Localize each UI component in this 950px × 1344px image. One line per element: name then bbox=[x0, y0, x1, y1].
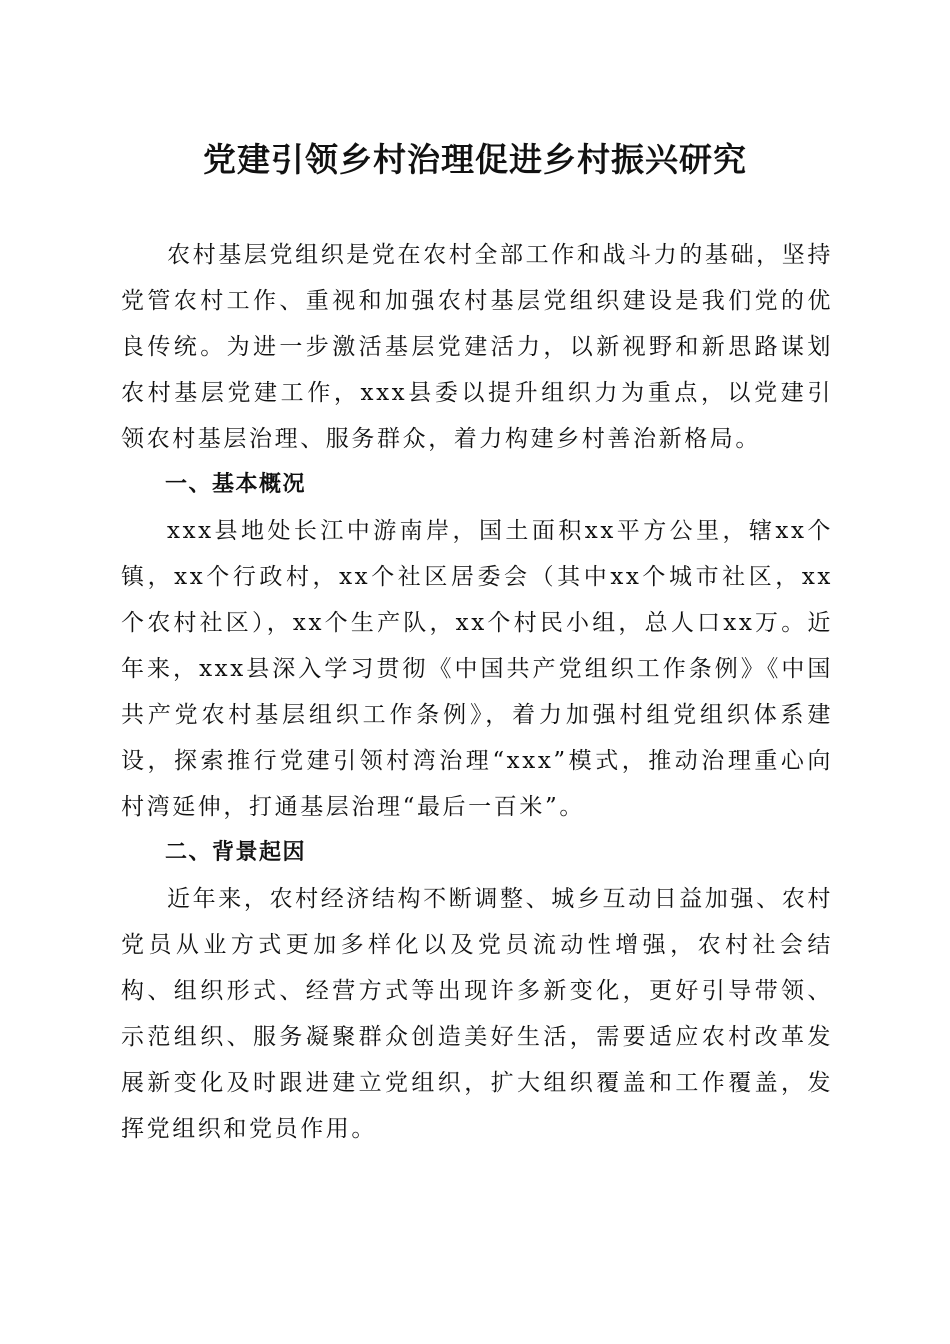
section-paragraph-overview: xxx县地处长江中游南岸，国土面积xx平方公里，辖xx个镇，xx个行政村，xx个社区居委会（其中xx个城市社区，xx个农村社区），xx个生产队，xx个村民小组，总人口xx万。近年来，xxx县深入学习贯彻《中国共产党组织工作条例》《中国共产党农村基层组织工作条例》，着力加强村组党组织体系建设，探索推行党建引领村湾治理“xxx”模式，推动治理重心向村湾延伸，打通基层治理“最后一百米”。 bbox=[121, 518, 833, 820]
section-paragraph-background: 近年来，农村经济结构不断调整、城乡互动日益加强、农村党员从业方式更加多样化以及党员流动性增强，农村社会结构、组织形式、经营方式等出现许多新变化，更好引导带领、示范组织、服务凝聚群众创造美好生活，需要适应农村改革发展新变化及时跟进建立党组织，扩大组织覆盖和工作覆盖，发挥党组织和党员作用。 bbox=[121, 886, 833, 1142]
document-body bbox=[121, 232, 833, 1152]
section-heading-overview: 一、基本概况 bbox=[165, 472, 307, 497]
intro-paragraph: 农村基层党组织是党在农村全部工作和战斗力的基础，坚持党管农村工作、重视和加强农村基层党组织建设是我们党的优良传统。为进一步激活基层党建活力，以新视野和新思路谋划农村基层党建工作，xxx县委以提升组织力为重点，以党建引领农村基层治理、服务群众，着力构建乡村善治新格局。 bbox=[121, 242, 833, 452]
section-heading-background: 二、背景起因 bbox=[165, 840, 307, 865]
document-title: 党建引领乡村治理促进乡村振兴研究 bbox=[203, 140, 747, 179]
